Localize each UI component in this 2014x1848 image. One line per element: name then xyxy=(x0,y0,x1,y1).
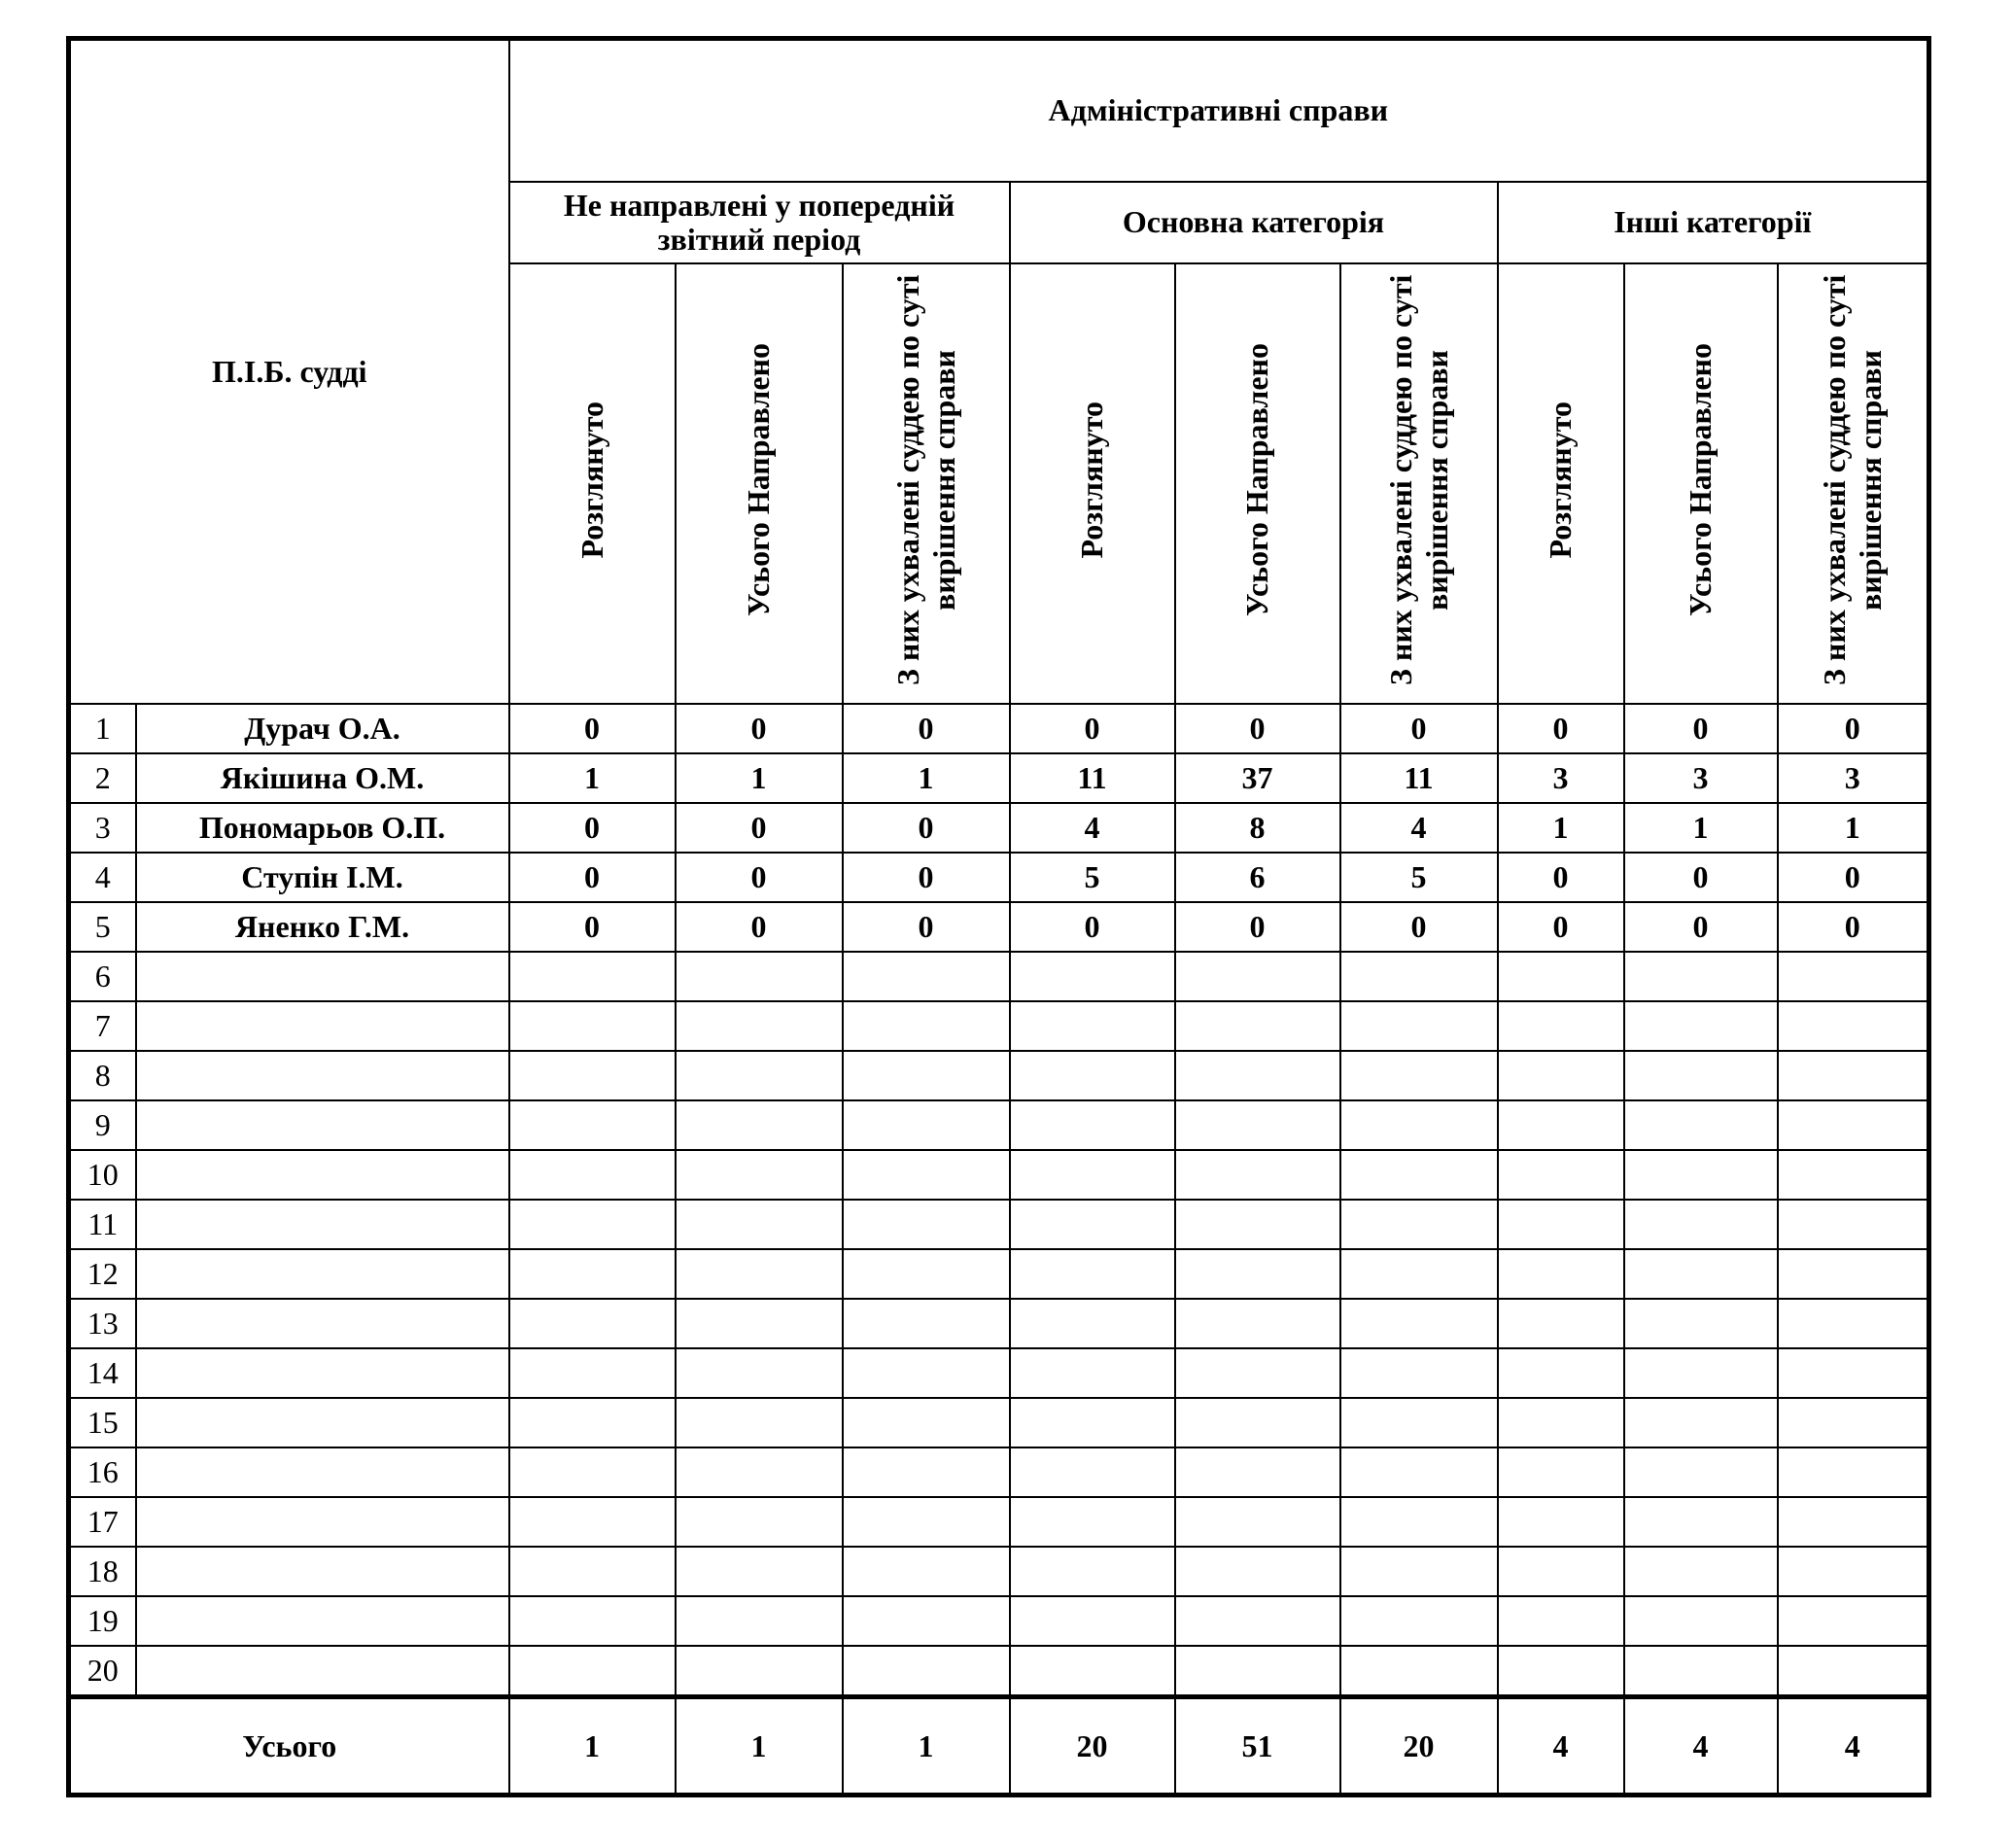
value-cell xyxy=(509,1299,676,1348)
row-number: 12 xyxy=(69,1249,136,1299)
value-cell xyxy=(1778,1547,1929,1596)
total-value: 4 xyxy=(1624,1697,1778,1796)
judge-name xyxy=(136,1100,509,1150)
value-cell xyxy=(1010,1299,1175,1348)
value-cell xyxy=(509,1051,676,1100)
table-row xyxy=(69,1200,1929,1249)
value-cell xyxy=(1340,1547,1498,1596)
value-cell: 0 xyxy=(843,704,1010,753)
value-cell xyxy=(676,1299,843,1348)
judge-name xyxy=(136,1547,509,1596)
table-row xyxy=(69,1497,1929,1547)
value-cell xyxy=(1010,1398,1175,1447)
value-cell: 0 xyxy=(676,853,843,902)
value-cell xyxy=(843,1249,1010,1299)
value-cell xyxy=(1498,1100,1624,1150)
value-cell xyxy=(843,1200,1010,1249)
judge-name xyxy=(136,1447,509,1497)
value-cell xyxy=(843,1001,1010,1051)
group-header-other-categories: Інші категорії xyxy=(1498,182,1929,263)
value-cell xyxy=(509,952,676,1001)
value-cell: 0 xyxy=(1340,704,1498,753)
value-cell xyxy=(676,952,843,1001)
value-cell: 0 xyxy=(1498,704,1624,753)
table-row xyxy=(69,1646,1929,1697)
value-cell xyxy=(1340,1646,1498,1697)
value-cell: 8 xyxy=(1175,803,1340,853)
judge-name: Яненко Г.М. xyxy=(136,902,509,952)
value-cell xyxy=(509,1596,676,1646)
value-cell xyxy=(1010,1646,1175,1697)
value-cell: 0 xyxy=(1778,704,1929,753)
value-cell xyxy=(1624,1051,1778,1100)
table-row xyxy=(69,1249,1929,1299)
total-value: 1 xyxy=(509,1697,676,1796)
value-cell xyxy=(1778,1398,1929,1447)
row-number: 4 xyxy=(69,853,136,902)
value-cell xyxy=(843,1547,1010,1596)
value-cell xyxy=(676,1001,843,1051)
value-cell xyxy=(1778,952,1929,1001)
value-cell xyxy=(1778,1249,1929,1299)
value-cell xyxy=(509,1398,676,1447)
row-number: 19 xyxy=(69,1596,136,1646)
value-cell xyxy=(676,1100,843,1150)
value-cell xyxy=(676,1447,843,1497)
value-cell xyxy=(1175,1100,1340,1150)
value-cell xyxy=(1175,1150,1340,1200)
table-row xyxy=(69,1051,1929,1100)
judge-name: Якішина О.М. xyxy=(136,753,509,803)
value-cell xyxy=(1175,1497,1340,1547)
total-value: 4 xyxy=(1498,1697,1624,1796)
judge-name: Дурач О.А. xyxy=(136,704,509,753)
value-cell xyxy=(1175,1001,1340,1051)
value-cell xyxy=(1498,1249,1624,1299)
judge-name xyxy=(136,1150,509,1200)
value-cell xyxy=(1778,1299,1929,1348)
value-cell xyxy=(1778,1150,1929,1200)
value-cell: 6 xyxy=(1175,853,1340,902)
row-number: 14 xyxy=(69,1348,136,1398)
value-cell xyxy=(1624,1249,1778,1299)
value-cell xyxy=(843,1646,1010,1697)
total-value: 20 xyxy=(1340,1697,1498,1796)
row-number: 5 xyxy=(69,902,136,952)
value-cell xyxy=(509,1348,676,1398)
value-cell xyxy=(1498,1547,1624,1596)
value-cell: 0 xyxy=(1010,704,1175,753)
value-cell xyxy=(843,1497,1010,1547)
value-cell xyxy=(1010,1200,1175,1249)
value-cell xyxy=(1175,1299,1340,1348)
value-cell xyxy=(509,1497,676,1547)
value-cell xyxy=(1498,1200,1624,1249)
value-cell xyxy=(843,1348,1010,1398)
value-cell: 0 xyxy=(1778,853,1929,902)
value-cell xyxy=(1624,1001,1778,1051)
total-row xyxy=(69,1697,1929,1796)
value-cell xyxy=(1778,1348,1929,1398)
value-cell xyxy=(1010,1596,1175,1646)
row-number: 10 xyxy=(69,1150,136,1200)
value-cell: 3 xyxy=(1778,753,1929,803)
subcol-header xyxy=(1498,263,1624,704)
value-cell xyxy=(1010,1051,1175,1100)
value-cell xyxy=(1010,952,1175,1001)
judge-name xyxy=(136,1398,509,1447)
value-cell xyxy=(1498,1596,1624,1646)
value-cell xyxy=(676,1497,843,1547)
value-cell: 4 xyxy=(1010,803,1175,853)
value-cell xyxy=(1340,1150,1498,1200)
value-cell xyxy=(1624,1547,1778,1596)
table-row xyxy=(69,853,1929,902)
value-cell xyxy=(1624,1200,1778,1249)
value-cell xyxy=(1010,1100,1175,1150)
subcol-header-label: Усього Направлено xyxy=(1239,343,1275,617)
value-cell xyxy=(843,952,1010,1001)
value-cell xyxy=(1624,1497,1778,1547)
subcol-header xyxy=(1624,263,1778,704)
value-cell xyxy=(1778,1596,1929,1646)
value-cell xyxy=(1340,952,1498,1001)
value-cell xyxy=(1498,1497,1624,1547)
row-number: 3 xyxy=(69,803,136,853)
subcol-header-label: Усього Направлено xyxy=(1683,343,1719,617)
value-cell: 0 xyxy=(509,803,676,853)
value-cell xyxy=(509,1100,676,1150)
table-row xyxy=(69,1348,1929,1398)
value-cell xyxy=(1498,952,1624,1001)
value-cell xyxy=(1175,1249,1340,1299)
value-cell xyxy=(1498,1348,1624,1398)
judge-name xyxy=(136,1051,509,1100)
value-cell xyxy=(1340,1100,1498,1150)
value-cell xyxy=(843,1398,1010,1447)
row-number: 1 xyxy=(69,704,136,753)
total-value: 4 xyxy=(1778,1697,1929,1796)
value-cell xyxy=(1175,1447,1340,1497)
value-cell: 0 xyxy=(1175,902,1340,952)
judge-name xyxy=(136,1001,509,1051)
value-cell: 0 xyxy=(1010,902,1175,952)
value-cell xyxy=(1175,1348,1340,1398)
value-cell: 5 xyxy=(1340,853,1498,902)
table-row xyxy=(69,803,1929,853)
row-number: 18 xyxy=(69,1547,136,1596)
value-cell xyxy=(843,1150,1010,1200)
judge-name xyxy=(136,1299,509,1348)
value-cell: 37 xyxy=(1175,753,1340,803)
judge-name xyxy=(136,1596,509,1646)
value-cell: 1 xyxy=(509,753,676,803)
total-value: 1 xyxy=(676,1697,843,1796)
subcol-header-label: З них ухвалені суддею по суті вирішення справи xyxy=(889,274,961,686)
table-row xyxy=(69,1001,1929,1051)
table-row xyxy=(69,902,1929,952)
value-cell xyxy=(1778,1001,1929,1051)
value-cell xyxy=(676,1200,843,1249)
value-cell xyxy=(1624,1646,1778,1697)
value-cell: 0 xyxy=(1175,704,1340,753)
value-cell xyxy=(1778,1100,1929,1150)
value-cell: 0 xyxy=(843,803,1010,853)
value-cell xyxy=(676,1249,843,1299)
table-title: Адміністративні справи xyxy=(509,39,1929,183)
value-cell: 0 xyxy=(509,704,676,753)
row-number: 7 xyxy=(69,1001,136,1051)
value-cell: 0 xyxy=(676,803,843,853)
subcol-header xyxy=(1175,263,1340,704)
subcol-header xyxy=(843,263,1010,704)
row-number: 13 xyxy=(69,1299,136,1348)
table-row xyxy=(69,753,1929,803)
value-cell xyxy=(1175,1547,1340,1596)
row-number: 11 xyxy=(69,1200,136,1249)
total-value: 20 xyxy=(1010,1697,1175,1796)
row-number: 16 xyxy=(69,1447,136,1497)
value-cell xyxy=(843,1100,1010,1150)
value-cell xyxy=(1010,1348,1175,1398)
row-number: 8 xyxy=(69,1051,136,1100)
row-number: 17 xyxy=(69,1497,136,1547)
judge-name: Ступін І.М. xyxy=(136,853,509,902)
subcol-header xyxy=(1778,263,1929,704)
value-cell xyxy=(1010,1150,1175,1200)
value-cell xyxy=(1175,1398,1340,1447)
value-cell xyxy=(1778,1447,1929,1497)
total-value: 51 xyxy=(1175,1697,1340,1796)
value-cell: 11 xyxy=(1340,753,1498,803)
value-cell xyxy=(1175,952,1340,1001)
value-cell: 0 xyxy=(843,853,1010,902)
value-cell xyxy=(1175,1051,1340,1100)
value-cell xyxy=(1624,952,1778,1001)
table-row xyxy=(69,704,1929,753)
report-table xyxy=(66,36,1931,1797)
judge-name xyxy=(136,1497,509,1547)
table-row xyxy=(69,1100,1929,1150)
value-cell: 3 xyxy=(1498,753,1624,803)
value-cell xyxy=(1778,1646,1929,1697)
group-header-not-sent: Не направлені у попередній звітний період xyxy=(509,182,1010,263)
subcol-header-label: Розглянуто xyxy=(1543,401,1579,559)
value-cell xyxy=(1340,1249,1498,1299)
subcol-header xyxy=(1340,263,1498,704)
row-number: 6 xyxy=(69,952,136,1001)
value-cell xyxy=(509,1547,676,1596)
value-cell: 0 xyxy=(1624,902,1778,952)
value-cell: 0 xyxy=(1498,902,1624,952)
value-cell xyxy=(676,1398,843,1447)
value-cell xyxy=(1498,1299,1624,1348)
value-cell: 1 xyxy=(1778,803,1929,853)
value-cell: 0 xyxy=(1498,853,1624,902)
value-cell xyxy=(1340,1447,1498,1497)
subcol-header-label: З них ухвалені суддею по суті вирішення справи xyxy=(1382,274,1454,686)
value-cell xyxy=(676,1150,843,1200)
value-cell xyxy=(1340,1497,1498,1547)
row-number: 9 xyxy=(69,1100,136,1150)
value-cell xyxy=(1778,1051,1929,1100)
value-cell xyxy=(1498,1051,1624,1100)
row-number: 15 xyxy=(69,1398,136,1447)
row-number: 2 xyxy=(69,753,136,803)
total-value: 1 xyxy=(843,1697,1010,1796)
value-cell xyxy=(509,1001,676,1051)
judge-name xyxy=(136,1200,509,1249)
value-cell: 0 xyxy=(1624,853,1778,902)
value-cell: 1 xyxy=(676,753,843,803)
value-cell xyxy=(1340,1398,1498,1447)
value-cell xyxy=(1340,1200,1498,1249)
value-cell xyxy=(1624,1299,1778,1348)
value-cell xyxy=(1778,1497,1929,1547)
value-cell: 0 xyxy=(1778,902,1929,952)
value-cell xyxy=(1340,1348,1498,1398)
value-cell xyxy=(1778,1200,1929,1249)
value-cell: 1 xyxy=(1498,803,1624,853)
value-cell: 1 xyxy=(1624,803,1778,853)
table-row xyxy=(69,1596,1929,1646)
value-cell xyxy=(1340,1001,1498,1051)
row-number: 20 xyxy=(69,1646,136,1697)
judge-name: Пономарьов О.П. xyxy=(136,803,509,853)
value-cell xyxy=(1010,1497,1175,1547)
value-cell xyxy=(1340,1596,1498,1646)
value-cell: 4 xyxy=(1340,803,1498,853)
group-header-main-category: Основна категорія xyxy=(1010,182,1498,263)
value-cell xyxy=(676,1348,843,1398)
judge-name xyxy=(136,952,509,1001)
value-cell: 5 xyxy=(1010,853,1175,902)
value-cell xyxy=(676,1596,843,1646)
value-cell xyxy=(1498,1398,1624,1447)
fio-header: П.І.Б. судді xyxy=(69,39,509,705)
value-cell xyxy=(1498,1150,1624,1200)
value-cell xyxy=(1175,1646,1340,1697)
subcol-header-label: Розглянуто xyxy=(573,401,609,559)
value-cell: 0 xyxy=(676,704,843,753)
value-cell xyxy=(1624,1100,1778,1150)
value-cell xyxy=(1175,1596,1340,1646)
table-row xyxy=(69,1150,1929,1200)
value-cell: 11 xyxy=(1010,753,1175,803)
value-cell xyxy=(1010,1547,1175,1596)
value-cell xyxy=(1624,1150,1778,1200)
value-cell: 3 xyxy=(1624,753,1778,803)
value-cell xyxy=(676,1547,843,1596)
table-row xyxy=(69,1547,1929,1596)
value-cell xyxy=(676,1051,843,1100)
subcol-header xyxy=(1010,263,1175,704)
table-row xyxy=(69,1299,1929,1348)
value-cell xyxy=(509,1200,676,1249)
value-cell xyxy=(1498,1001,1624,1051)
total-label: Усього xyxy=(69,1697,509,1796)
subcol-header xyxy=(509,263,676,704)
value-cell: 0 xyxy=(1624,704,1778,753)
value-cell xyxy=(1340,1299,1498,1348)
judge-name xyxy=(136,1646,509,1697)
subcol-header-label: Розглянуто xyxy=(1074,401,1110,559)
value-cell xyxy=(509,1249,676,1299)
value-cell: 0 xyxy=(843,902,1010,952)
value-cell xyxy=(843,1447,1010,1497)
value-cell xyxy=(1010,1447,1175,1497)
value-cell: 1 xyxy=(843,753,1010,803)
subcol-header-label: З них ухвалені суддею по суті вирішення справи xyxy=(1816,274,1888,686)
value-cell xyxy=(1624,1398,1778,1447)
judge-name xyxy=(136,1348,509,1398)
value-cell xyxy=(843,1596,1010,1646)
value-cell xyxy=(1010,1001,1175,1051)
value-cell xyxy=(1498,1447,1624,1497)
subcol-header-label: Усього Направлено xyxy=(741,343,777,617)
value-cell: 0 xyxy=(1340,902,1498,952)
value-cell: 0 xyxy=(509,902,676,952)
table-row xyxy=(69,952,1929,1001)
table-row xyxy=(69,1447,1929,1497)
value-cell xyxy=(676,1646,843,1697)
value-cell xyxy=(509,1150,676,1200)
value-cell xyxy=(1175,1200,1340,1249)
subcol-header xyxy=(676,263,843,704)
value-cell xyxy=(1340,1051,1498,1100)
value-cell: 0 xyxy=(676,902,843,952)
table-row xyxy=(69,1398,1929,1447)
value-cell xyxy=(1624,1447,1778,1497)
value-cell xyxy=(1624,1596,1778,1646)
value-cell xyxy=(1010,1249,1175,1299)
value-cell xyxy=(1498,1646,1624,1697)
value-cell: 0 xyxy=(509,853,676,902)
judge-name xyxy=(136,1249,509,1299)
value-cell xyxy=(843,1051,1010,1100)
value-cell xyxy=(509,1447,676,1497)
value-cell xyxy=(1624,1348,1778,1398)
value-cell xyxy=(843,1299,1010,1348)
value-cell xyxy=(509,1646,676,1697)
